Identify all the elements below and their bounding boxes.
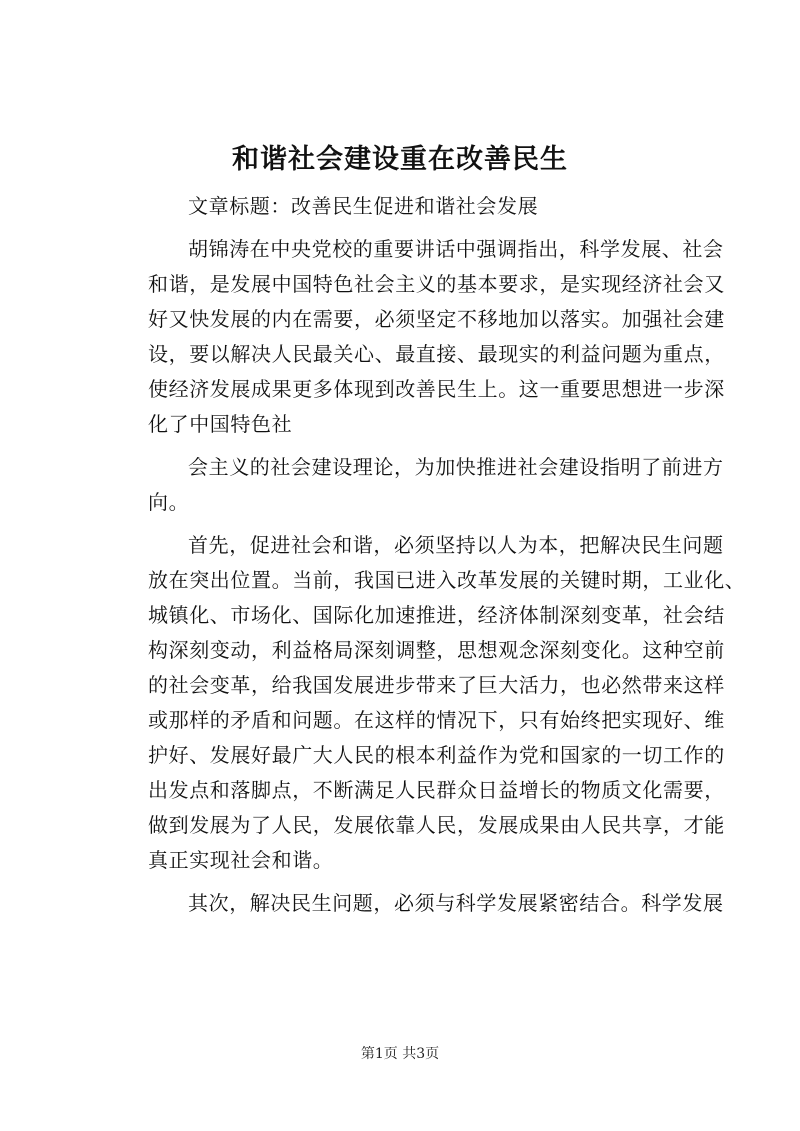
article-title-paragraph: [108, 189, 708, 224]
text-line: 化了中国特色社: [148, 412, 293, 436]
text-line: 的社会变革，给我国发展进步带来了巨大活力，也必然带来这样: [148, 673, 725, 697]
paragraph-intro: [108, 232, 725, 442]
paragraph-continuation: [108, 450, 724, 520]
text-line: 好又快发展的内在需要，必须坚定不移地加以落实。加强社会建: [148, 307, 725, 331]
text-line: 构深刻变动，利益格局深刻调整，思想观念深刻变化。这种空前: [148, 638, 725, 662]
text-line: 做到发展为了人民，发展依靠人民，发展成果由人民共享，才能: [148, 813, 725, 837]
text-line: 放在突出位置。当前，我国已进入改革发展的关键时期，工业化、: [148, 568, 746, 592]
text-line: 文章标题：改善民生促进和谐社会发展: [188, 194, 539, 218]
paragraph-first-point: [108, 528, 746, 878]
text-line: 设，要以解决人民最关心、最直接、最现实的利益问题为重点，: [148, 342, 725, 366]
document-body: [108, 189, 746, 929]
page-number-footer: 第1页 共3页: [360, 1046, 440, 1062]
text-line: 向。: [148, 490, 190, 514]
text-line: 使经济发展成果更多体现到改善民生上。这一重要思想进一步深: [148, 377, 725, 401]
text-line: 或那样的矛盾和问题。在这样的情况下，只有始终把实现好、维: [148, 708, 725, 732]
text-line: 其次，解决民生问题，必须与科学发展紧密结合。科学发展: [188, 891, 724, 915]
document-title: 和谐社会建设重在改善民生: [232, 144, 568, 175]
text-line: 和谐，是发展中国特色社会主义的基本要求，是实现经济社会又: [148, 272, 725, 296]
text-line: 护好、发展好最广大人民的根本利益作为党和国家的一切工作的: [148, 743, 725, 767]
text-line: 胡锦涛在中央党校的重要讲话中强调指出，科学发展、社会: [188, 237, 724, 261]
text-line: 会主义的社会建设理论，为加快推进社会建设指明了前进方: [188, 455, 724, 479]
text-line: 首先，促进社会和谐，必须坚持以人为本，把解决民生问题: [188, 533, 724, 557]
paragraph-second-point: [108, 886, 724, 921]
text-line: 真正实现社会和谐。: [148, 848, 334, 872]
text-line: 出发点和落脚点，不断满足人民群众日益增长的物质文化需要，: [148, 778, 725, 802]
text-line: 城镇化、市场化、国际化加速推进，经济体制深刻变革，社会结: [148, 603, 725, 627]
